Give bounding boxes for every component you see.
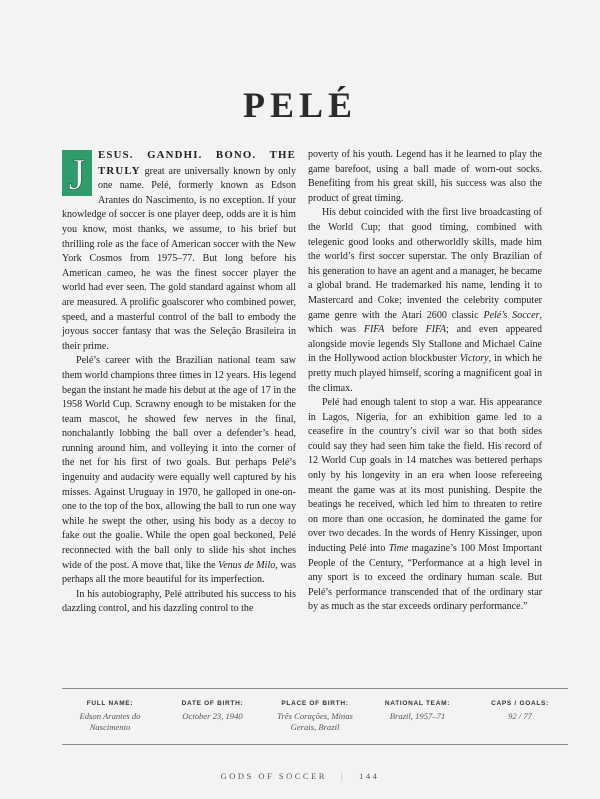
svg-text:J: J [68, 150, 86, 196]
emphasis-text: Pelé’s Soccer [483, 309, 540, 321]
stat-label: FULL NAME: [86, 700, 134, 707]
stat-label: DATE OF BIRTH: [181, 700, 244, 707]
stat-date-of-birth [165, 700, 261, 733]
stats-divider-top [62, 688, 568, 689]
paragraph-text: magazine’s 100 Most Important People of the Century, “Performance at a high level in any sport is to exceed the ordinary human scale. But Pelé’s performance transcended that of the ordinary star by as much as the star exceeds ordinary performance.” [308, 543, 542, 613]
page-number: 144 [359, 771, 380, 781]
drop-cap [62, 150, 92, 196]
paragraph [62, 354, 296, 588]
paragraph-text: In his autobiography, Pelé attributed his success to his dazzling control, and his dazzling control to the [62, 588, 296, 615]
running-footer-section: GODS OF SOCCER [220, 771, 327, 781]
paragraph-text: His debut coincided with the first live broadcasting of the World Cup; that good timing, combined with telegenic good looks and otherworldly skills, made him the world’s first soccer superstar. The only Brazilian of his generation to have an agent and a manager, he became a global brand. He trademarked his name, lending it to Mastercard and Coke; invented the celebrity computer game genre with the Atari 2600 classic [308, 207, 542, 321]
emphasis-text: Victory [459, 353, 489, 365]
footer-separator: | [340, 771, 346, 781]
article-column-left [62, 148, 296, 617]
article-column-right [308, 148, 542, 617]
paragraph [308, 206, 542, 396]
paragraph [62, 148, 296, 354]
stat-value: 92 / 77 [508, 711, 532, 721]
emphasis-text: Venus de Milo [218, 559, 276, 571]
paragraph-text: before [384, 324, 426, 336]
lead-in: ESUS. GANDHI. BONO. THE TRULY [98, 149, 296, 177]
stat-label: CAPS / GOALS: [491, 700, 549, 707]
stat-value: Três Corações, Minas Gerais, Brazil [277, 711, 353, 732]
player-stats [62, 700, 568, 733]
emphasis-text: Time [388, 543, 409, 555]
paragraph [62, 588, 296, 617]
article-body [62, 148, 542, 617]
paragraph [308, 148, 542, 206]
paragraph-text: , was perhaps all the more beautiful for its imperfection. [62, 559, 296, 586]
stat-value: October 23, 1940 [182, 711, 243, 721]
drop-cap-letter-icon [62, 150, 92, 196]
stat-value: Edson Arantes do Nascimento [79, 711, 141, 732]
paragraph-text: Pelé had enough talent to stop a war. His appearance in Lagos, Nigeria, for an exhibition game led to a ceasefire in the country’s civil war so that both sides could say they had seen him take the field. His record of 12 World Cup goals in 14 matches was bettered perhaps only by his longevity in an era when loose refereeing meant the game was at its most punishing. Despite the beatings he received, which led him to threaten to retire on more than one occasion, he dominated the game for over two decades. In the words of Henry Kissinger, upon inducting Pelé into [308, 397, 542, 555]
paragraph-text: Pelé’s career with the Brazilian national team saw them world champions three times in 12 years. His legend began the instant he made his debut at the age of 17 in the 1958 World Cup. Scrawny enough to be mistaken for the team mascot, he showed few nerves in the final, nonchalantly lobbing the ball over a defender’s head, running around him, and volleying it into the corner of the net for his first of two goals. But perhaps Pelé’s ingenuity and audacity were equally well captured by his misses. Against Uruguay in 1970, he galloped in one-on-one to the top of the box, allowing the ball to run one way while he swept the other, using his body as a decoy to fake out the goalie. While the open goal beckoned, Pelé reconnected with the ball only to slide his shot inches wide of the post. A move that, like the [62, 355, 296, 571]
stat-national-team [370, 700, 466, 733]
stat-full-name [62, 700, 158, 733]
stat-place-of-birth [267, 700, 363, 733]
paragraph-text: ; and even appeared alongside movie legends Sly Stallone and Michael Caine in the Hollywood action blockbuster [308, 324, 543, 365]
stat-label: NATIONAL TEAM: [384, 700, 451, 707]
paragraph-text: poverty of his youth. Legend has it he learned to play the game barefoot, using a ball made of worn-out socks. Benefiting from his great skill, his success was also the product of great timing. [308, 149, 542, 204]
page-footer [0, 771, 600, 781]
emphasis-text: FIFA [425, 324, 447, 336]
stat-value: Brazil, 1957–71 [389, 711, 446, 721]
stat-label: PLACE OF BIRTH: [281, 700, 349, 707]
stats-divider-bottom [62, 744, 568, 745]
emphasis-text: FIFA [363, 324, 385, 336]
paragraph [308, 396, 542, 615]
page-title: PELÉ [242, 85, 358, 125]
stat-caps-goals [472, 700, 568, 733]
paragraph-text: , in which he pretty much played himself, scoring a magnificent goal in the climax. [308, 353, 543, 394]
paragraph-text: , which was [308, 309, 543, 336]
paragraph-text: great are universally known by only one name. Pelé, formerly known as Edson Arantes do Nascimento, is no exception. If your knowledge of soccer is one player deep, odds are it is him you know, most thanks, we assume, to his brief but thrilling role as the face of American soccer with the New York Cosmos from 1975–77. But long before his American cameo, he was the finest soccer player the world had ever seen. The gold standard against whom all are measured. A prolific goalscorer who combined power, speed, and a masterful control of the ball to embody the joyous soccer fantasy that was the Seleção Brasileira in their prime. [62, 165, 296, 352]
